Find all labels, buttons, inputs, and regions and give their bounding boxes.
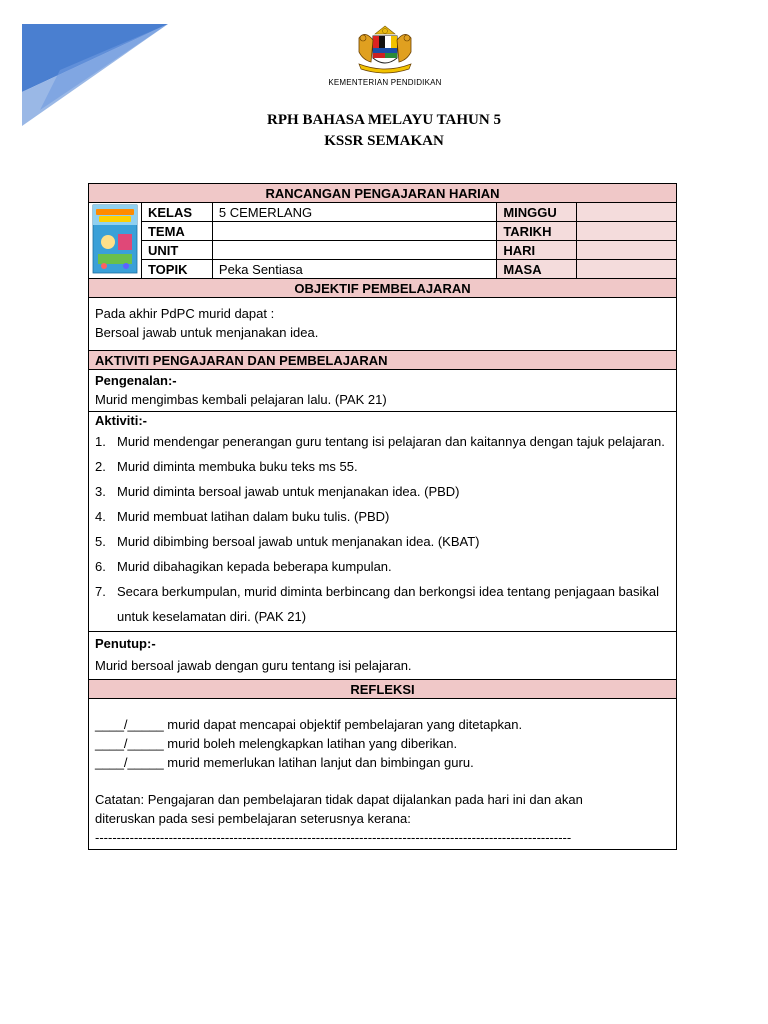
table-row	[89, 222, 677, 241]
objective-section	[89, 298, 677, 351]
value-unit	[212, 241, 496, 260]
closing-text: Murid bersoal jawab dengan guru tentang isi pelajaran.	[95, 658, 412, 673]
label-unit: UNIT	[141, 241, 212, 260]
label-tema: TEMA	[141, 222, 212, 241]
reflection-section	[89, 699, 677, 850]
reflection-heading: REFLEKSI	[89, 680, 677, 699]
value-kelas: 5 CEMERLANG	[212, 203, 496, 222]
value-tema	[212, 222, 496, 241]
closing-section	[89, 632, 677, 680]
list-item: 7. Secara berkumpulan, murid diminta berbincang dan berkongsi idea tentang penjagaan basikal untuk keselamatan diri. (PAK 21)	[95, 584, 660, 624]
note-line: Catatan: Pengajaran dan pembelajaran tidak dapat dijalankan pada hari ini dan akan	[95, 792, 583, 807]
page-title: RPH BAHASA MELAYU TAHUN 5	[267, 112, 501, 128]
reflection-line: ____/_____ murid boleh melengkapkan latihan yang diberikan.	[95, 736, 458, 751]
objective-intro: Pada akhir PdPC murid dapat :	[95, 306, 275, 321]
label-topik: TOPIK	[141, 260, 212, 279]
activity-section	[89, 412, 677, 632]
value-topik: Peka Sentiasa	[212, 260, 496, 279]
activity-list	[95, 429, 670, 629]
book-cover-icon	[92, 204, 138, 274]
list-item: 3. Murid diminta bersoal jawab untuk menjanakan idea. (PBD)	[95, 484, 460, 499]
lesson-plan-table	[88, 183, 677, 850]
ministry-name: KEMENTERIAN PENDIDIKAN	[328, 78, 442, 87]
list-item: 1. Murid mendengar penerangan guru tentang isi pelajaran dan kaitannya dengan tajuk pelajaran.	[95, 434, 665, 449]
book-cover	[89, 203, 142, 279]
label-minggu: MINGGU	[497, 203, 577, 222]
dash-line: --------------------------------------------------------------------------------------------------------------	[95, 830, 572, 845]
table-row	[89, 203, 677, 222]
label-tarikh: TARIKH	[497, 222, 577, 241]
objective-heading: OBJEKTIF PEMBELAJARAN	[89, 279, 677, 298]
table-row	[89, 241, 677, 260]
value-minggu	[577, 203, 677, 222]
reflection-line: ____/_____ murid dapat mencapai objektif pembelajaran yang ditetapkan.	[95, 717, 523, 732]
intro-section	[89, 370, 677, 412]
value-hari	[577, 241, 677, 260]
list-item: 2. Murid diminta membuka buku teks ms 55.	[95, 459, 358, 474]
note-line: diteruskan pada sesi pembelajaran seterusnya kerana:	[95, 811, 411, 826]
closing-label: Penutup:-	[95, 636, 156, 651]
main-heading: RANCANGAN PENGAJARAN HARIAN	[89, 184, 677, 203]
list-item: 4. Murid membuat latihan dalam buku tulis. (PBD)	[95, 509, 390, 524]
ministry-logo	[320, 24, 450, 94]
activity-label: Aktiviti:-	[95, 413, 147, 428]
reflection-line: ____/_____ murid memerlukan latihan lanjut dan bimbingan guru.	[95, 755, 474, 770]
objective-text: Bersoal jawab untuk menjanakan idea.	[95, 325, 319, 340]
value-masa	[577, 260, 677, 279]
list-item: 5. Murid dibimbing bersoal jawab untuk menjanakan idea. (KBAT)	[95, 534, 480, 549]
intro-text: Murid mengimbas kembali pelajaran lalu. (PAK 21)	[95, 392, 387, 407]
table-row	[89, 260, 677, 279]
label-hari: HARI	[497, 241, 577, 260]
label-masa: MASA	[497, 260, 577, 279]
label-kelas: KELAS	[141, 203, 212, 222]
activities-heading: AKTIVITI PENGAJARAN DAN PEMBELAJARAN	[89, 351, 677, 370]
intro-label: Pengenalan:-	[95, 373, 177, 388]
value-tarikh	[577, 222, 677, 241]
list-item: 6. Murid dibahagikan kepada beberapa kumpulan.	[95, 559, 392, 574]
ministry-crest-icon	[345, 24, 425, 76]
page-subtitle: KSSR SEMAKAN	[324, 133, 444, 149]
